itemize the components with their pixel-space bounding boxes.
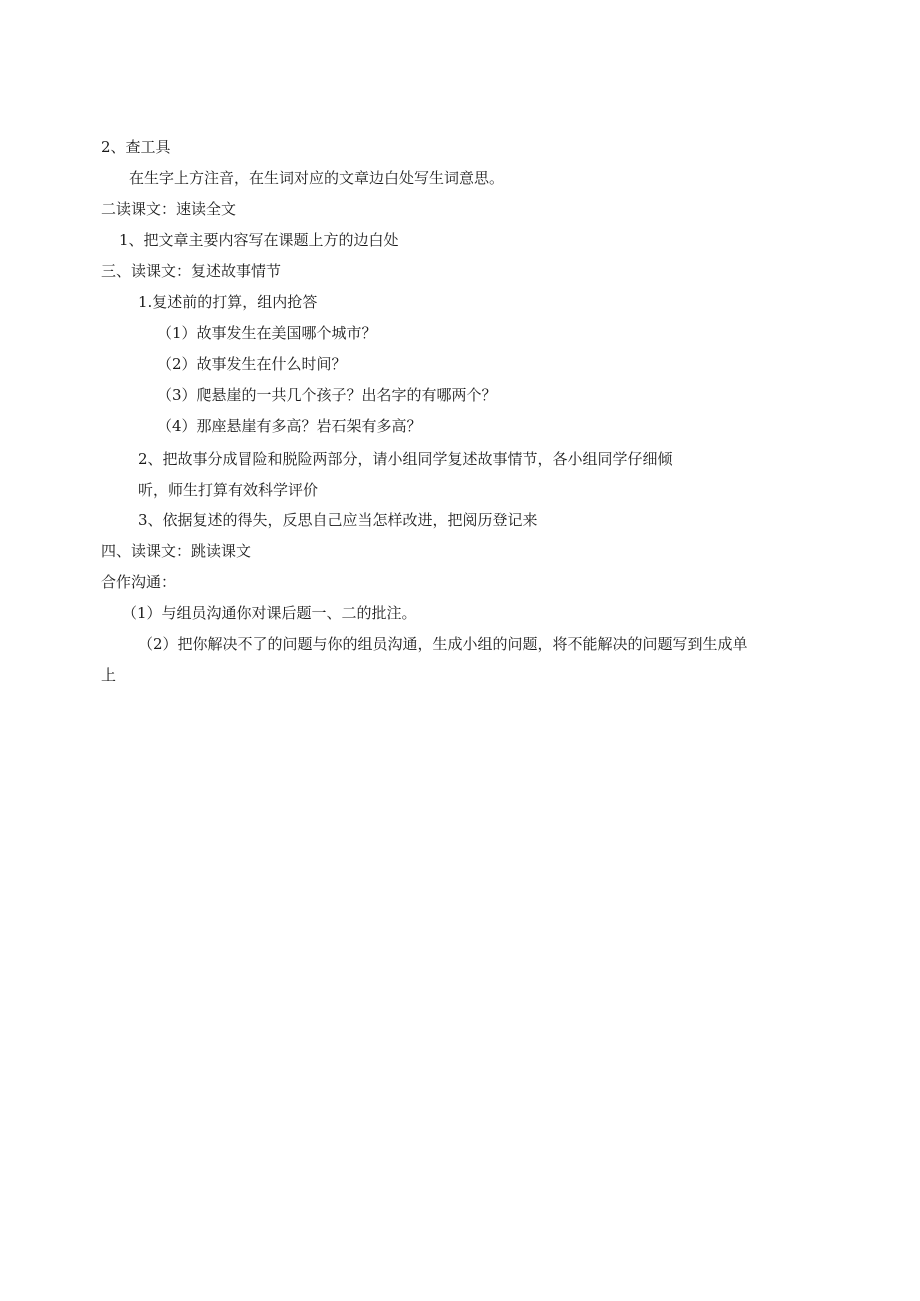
- question-children: （3）爬悬崖的一共几个孩子？出名字的有哪两个？: [157, 386, 497, 404]
- list-item-quiz: 1.复述前的打算，组内抢答: [138, 293, 318, 311]
- section-heading-speed-read: 二读课文：速读全文: [101, 200, 237, 218]
- heading-cooperation: 合作沟通：: [101, 573, 177, 591]
- question-city: （1）故事发生在美国哪个城市？: [157, 324, 377, 342]
- section-heading-retell: 三、读课文：复述故事情节: [101, 262, 282, 280]
- list-item-split-story-cont: 听，师生打算有效科学评价: [138, 481, 319, 499]
- list-item-main-content: 1、把文章主要内容写在课题上方的边白处: [119, 231, 399, 249]
- item-discuss-problems: （2）把你解决不了的问题与你的组员沟通，生成小组的问题，将不能解决的问题写到生成单: [138, 635, 748, 653]
- question-height: （4）那座悬崖有多高？岩石架有多高？: [157, 417, 422, 435]
- question-time: （2）故事发生在什么时间？: [157, 355, 347, 373]
- item-discuss-problems-cont: 上: [101, 666, 117, 684]
- section-heading-skim: 四、读课文：跳读课文: [101, 542, 252, 560]
- list-item-reflect: 3、依据复述的得失，反思自己应当怎样改进，把阅历登记来: [138, 511, 538, 529]
- list-item-split-story: 2、把故事分成冒险和脱险两部分，请小组同学复述故事情节，各小组同学仔细倾: [138, 450, 673, 468]
- paragraph-annotate: 在生字上方注音，在生词对应的文章边白处写生词意思。: [129, 169, 505, 187]
- item-discuss-annotations: （1）与组员沟通你对课后题一、二的批注。: [122, 604, 417, 622]
- section-heading-tools: 2、查工具: [101, 138, 171, 156]
